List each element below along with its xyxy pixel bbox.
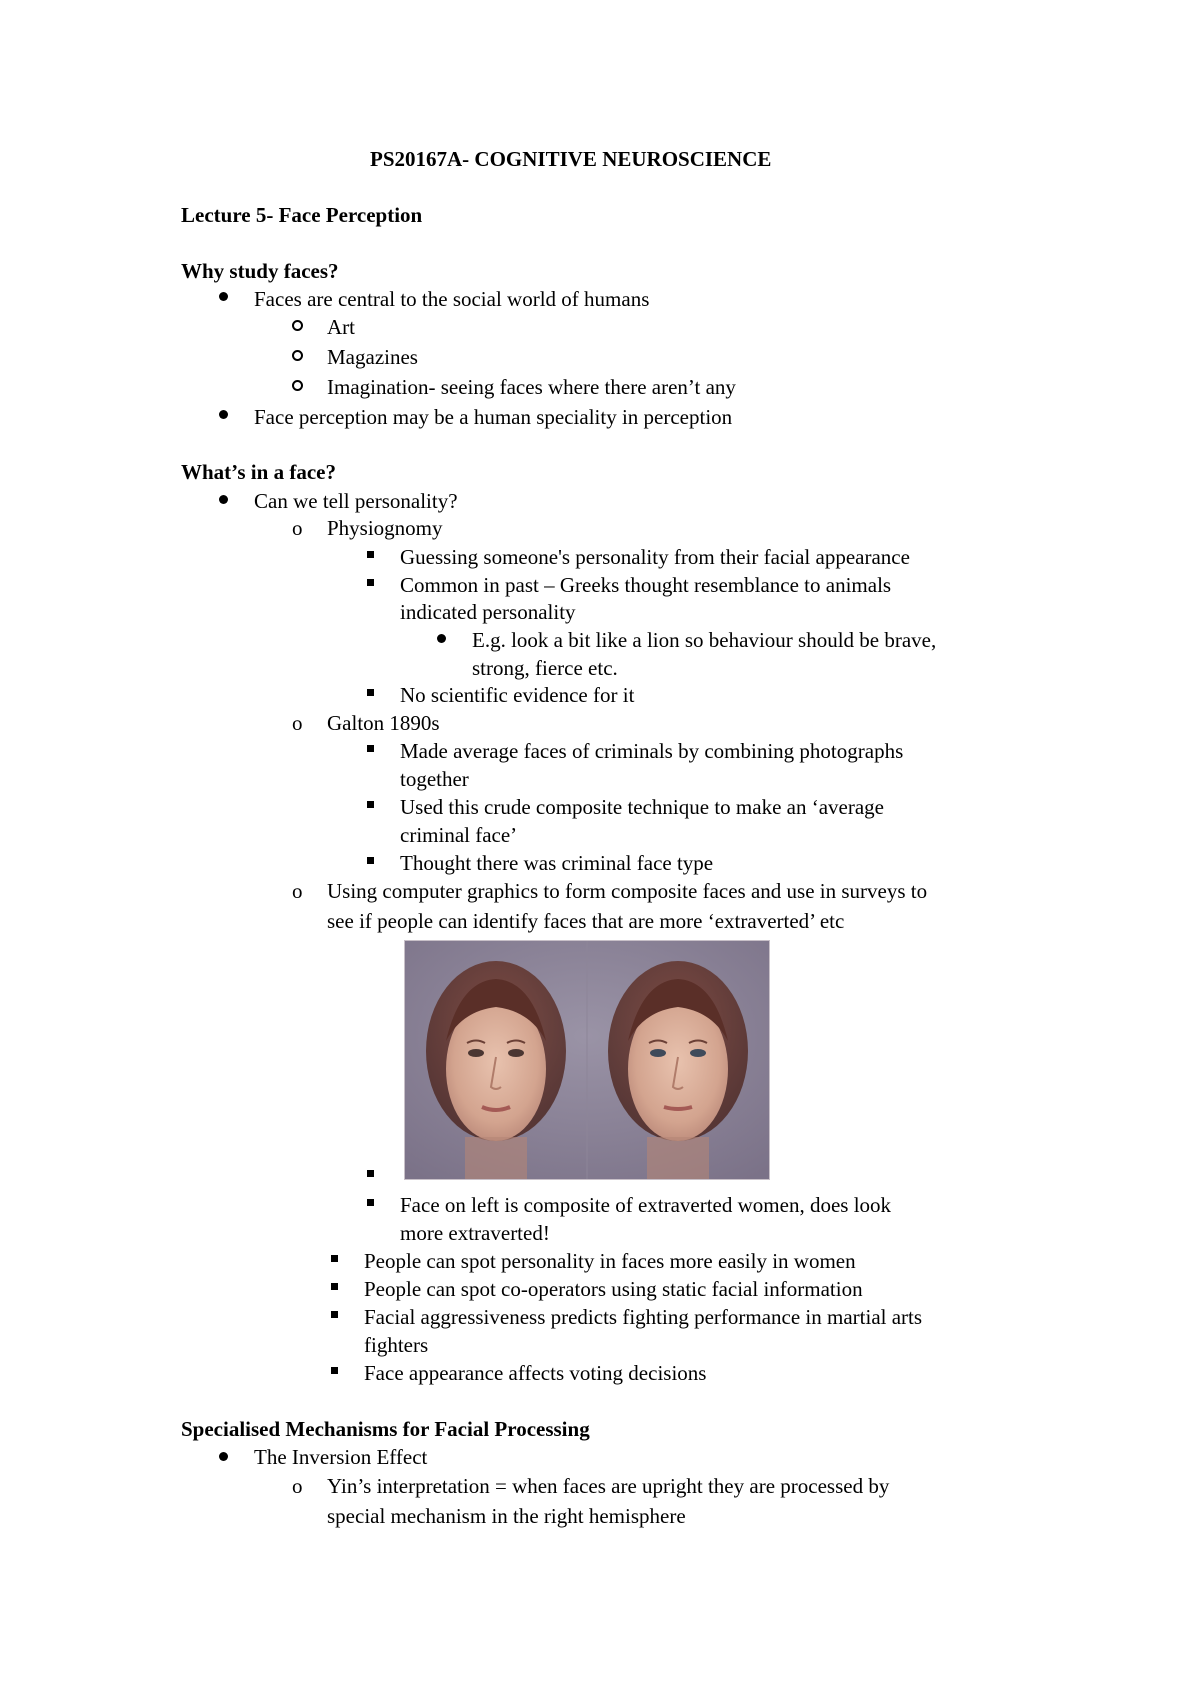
list-item: Can we tell personality? bbox=[254, 489, 458, 513]
composite-faces-image bbox=[404, 940, 770, 1180]
section-heading-whats: What’s in a face? bbox=[181, 460, 336, 484]
bullet-icon bbox=[367, 1199, 374, 1206]
list-item: Used this crude composite technique to make an ‘average bbox=[400, 795, 884, 819]
list-item: Magazines bbox=[327, 345, 418, 369]
bullet-icon bbox=[367, 857, 374, 864]
bullet-icon bbox=[367, 579, 374, 586]
bullet-o-icon: o bbox=[292, 516, 303, 540]
list-item: Guessing someone's personality from their facial appearance bbox=[400, 545, 910, 569]
list-item-continuation: special mechanism in the right hemisphere bbox=[327, 1504, 686, 1528]
list-item: No scientific evidence for it bbox=[400, 683, 635, 707]
bullet-o-icon: o bbox=[292, 711, 303, 735]
bullet-icon bbox=[331, 1311, 338, 1318]
list-item: People can spot co-operators using static facial information bbox=[364, 1277, 863, 1301]
bullet-icon bbox=[367, 745, 374, 752]
document-title: PS20167A- COGNITIVE NEUROSCIENCE bbox=[370, 147, 772, 171]
lecture-heading: Lecture 5- Face Perception bbox=[181, 203, 423, 227]
list-item: Face perception may be a human speciality in perception bbox=[254, 405, 733, 429]
bullet-icon bbox=[219, 410, 228, 419]
section-heading-special: Specialised Mechanisms for Facial Processing bbox=[181, 1417, 590, 1441]
list-item-continuation: strong, fierce etc. bbox=[472, 656, 618, 680]
bullet-icon bbox=[331, 1255, 338, 1262]
list-item-continuation: more extraverted! bbox=[400, 1221, 550, 1245]
list-item: Imagination- seeing faces where there aren’t any bbox=[327, 375, 736, 399]
bullet-icon bbox=[292, 320, 303, 331]
list-item: Physiognomy bbox=[327, 516, 443, 540]
bullet-icon bbox=[219, 292, 228, 301]
list-item-continuation: fighters bbox=[364, 1333, 429, 1357]
bullet-icon bbox=[367, 801, 374, 808]
bullet-icon bbox=[331, 1367, 338, 1374]
list-item: The Inversion Effect bbox=[254, 1445, 428, 1469]
bullet-icon bbox=[367, 551, 374, 558]
bullet-icon bbox=[292, 350, 303, 361]
bullet-o-icon: o bbox=[292, 879, 303, 903]
list-item-continuation: criminal face’ bbox=[400, 823, 518, 847]
list-item: Faces are central to the social world of humans bbox=[254, 287, 650, 311]
list-item: Art bbox=[327, 315, 355, 339]
list-item: Face on left is composite of extraverted women, does look bbox=[400, 1193, 892, 1217]
bullet-icon bbox=[292, 380, 303, 391]
list-item: Galton 1890s bbox=[327, 711, 440, 735]
bullet-icon bbox=[437, 634, 446, 643]
composite-faces-illustration bbox=[405, 941, 769, 1179]
list-item: E.g. look a bit like a lion so behaviour should be brave, bbox=[472, 628, 937, 652]
list-item: Made average faces of criminals by combining photographs bbox=[400, 739, 904, 763]
bullet-icon bbox=[219, 1452, 228, 1461]
list-item-continuation: together bbox=[400, 767, 469, 791]
list-item: Face appearance affects voting decisions bbox=[364, 1361, 707, 1385]
list-item: Thought there was criminal face type bbox=[400, 851, 714, 875]
bullet-icon bbox=[367, 1170, 374, 1177]
bullet-icon bbox=[367, 689, 374, 696]
list-item: Facial aggressiveness predicts fighting performance in martial arts bbox=[364, 1305, 923, 1329]
bullet-icon bbox=[219, 495, 228, 504]
bullet-o-icon: o bbox=[292, 1474, 303, 1498]
section-heading-why: Why study faces? bbox=[181, 259, 339, 283]
bullet-icon bbox=[331, 1283, 338, 1290]
list-item-continuation: indicated personality bbox=[400, 600, 576, 624]
list-item: Common in past – Greeks thought resemblance to animals bbox=[400, 573, 892, 597]
list-item: Yin’s interpretation = when faces are upright they are processed by bbox=[327, 1474, 890, 1498]
list-item-continuation: see if people can identify faces that are more ‘extraverted’ etc bbox=[327, 909, 845, 933]
list-item: Using computer graphics to form composite faces and use in surveys to bbox=[327, 879, 928, 903]
list-item: People can spot personality in faces more easily in women bbox=[364, 1249, 856, 1273]
